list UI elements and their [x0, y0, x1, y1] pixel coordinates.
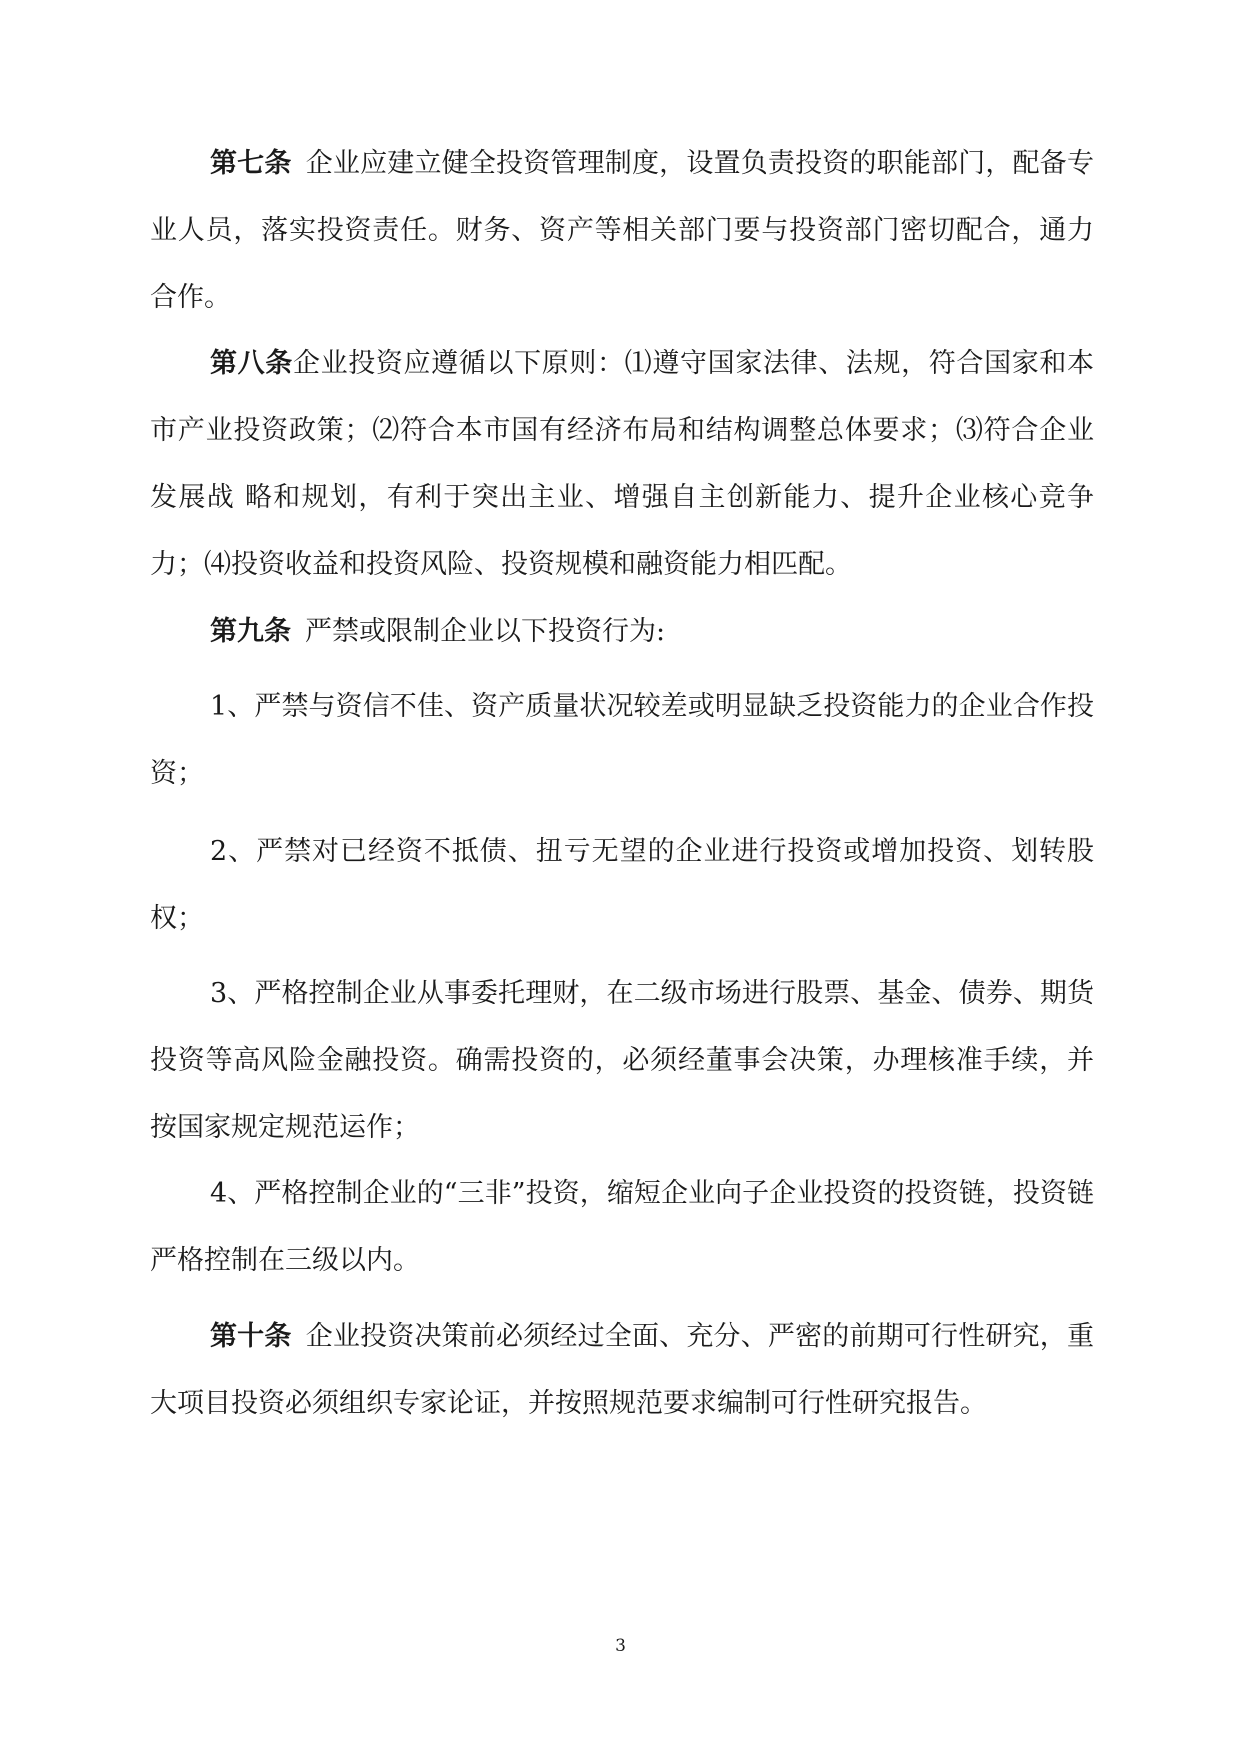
article-7-heading: 第七条 — [210, 148, 292, 179]
article-9-text: 严禁或限制企业以下投资行为: — [305, 616, 666, 647]
page-number: 3 — [615, 1636, 626, 1656]
article-8 — [150, 330, 1094, 598]
article-7-text: 企业应建立健全投资管理制度，设置负责投资的职能部门，配备专业人员，落实投资责任。财务、资产等相关部门要与投资部门密切配合，通力合作。 — [150, 148, 1094, 313]
article-10 — [150, 1303, 1094, 1437]
article-8-text: 企业投资应遵循以下原则：⑴遵守国家法律、法规，符合国家和本市产业投资政策；⑵符合本市国有经济布局和结构调整总体要求；⑶符合企业发展战 略和规划，有利于突出主业、增强自主创新能力、提升企业核心竞争力；⑷投资收益和投资风险、投资规模和融资能力相匹配。 — [150, 348, 1095, 580]
item-3-text: 3、严格控制企业从事委托理财，在二级市场进行股票、基金、债券、期货投资等高风险金融投资。确需投资的，必须经董事会决策，办理核准手续，并按国家规定规范运作； — [150, 978, 1094, 1143]
article-10-text: 企业投资决策前必须经过全面、充分、严密的前期可行性研究，重大项目投资必须组织专家论证，并按照规范要求编制可行性研究报告。 — [150, 1321, 1094, 1419]
article-7 — [150, 130, 1094, 331]
article-8-heading: 第八条 — [210, 348, 293, 379]
article-9-item-2 — [150, 818, 1094, 952]
item-1-text: 1、严禁与资信不佳、资产质量状况较差或明显缺乏投资能力的企业合作投资； — [150, 691, 1094, 789]
article-10-heading: 第十条 — [210, 1321, 292, 1352]
item-2-text: 2、严禁对已经资不抵债、扭亏无望的企业进行投资或增加投资、划转股权； — [150, 836, 1094, 934]
article-9-heading: 第九条 — [210, 616, 291, 647]
article-9-item-3 — [150, 960, 1094, 1161]
article-9-item-1 — [150, 673, 1094, 807]
article-9-item-4 — [150, 1160, 1094, 1294]
item-4-text: 4、严格控制企业的“三非”投资，缩短企业向子企业投资的投资链，投资链严格控制在三级以内。 — [150, 1178, 1094, 1276]
article-9 — [150, 598, 1094, 665]
